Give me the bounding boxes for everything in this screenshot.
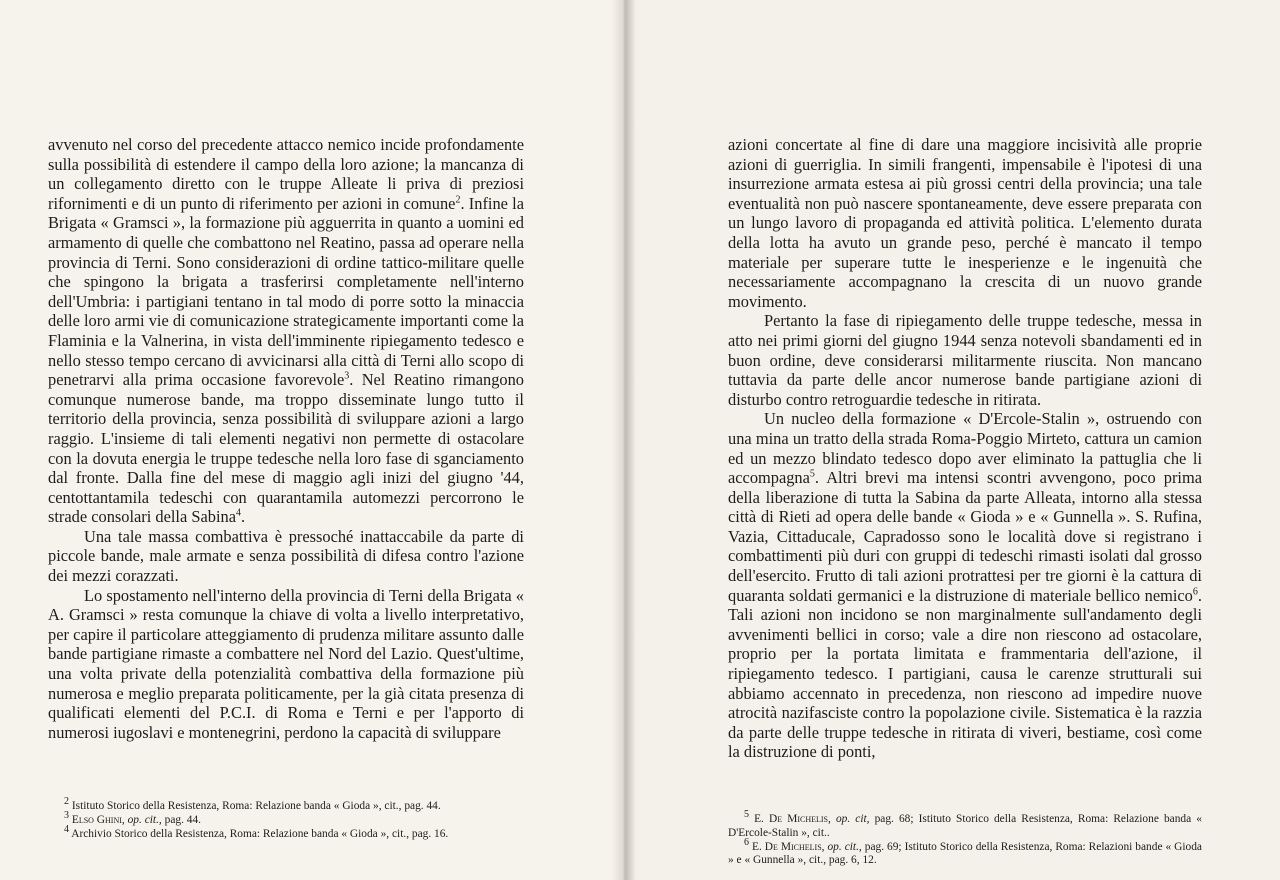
text-run: avvenuto nel corso del precedente attacco nemico incide profondamente sulla possibilità di estendere il campo della loro azione; la mancanza di un collegamento diretto con le truppe Alleate li priva di preziosi rifornimenti e di un punto di riferimento per azioni in comune bbox=[48, 135, 524, 213]
text-run: Un nucleo della formazione « D'Ercole-Stalin », ostruendo con una mina un tratto della strada Roma-Poggio Mirteto, cattura un camion ed un mezzo blindato tedesco dopo aver eliminato la pattuglia che li accompagna bbox=[728, 409, 1202, 488]
footnote-ref-4: 4 bbox=[235, 507, 241, 519]
footnote-ref-2: 2 bbox=[455, 194, 461, 206]
text-run: . Infine la Brigata « Gramsci », la formazione più agguerrita in quanto a uomini ed armamento di quelle che combattono nel Reatino, passa ad operare nella provincia di Terni. Sono considerazioni di ordine tattico-militare quelle che spingono la brigata a trasferirsi completamente nell'interno dell'Umbria: i partigiani tentano in tal modo di porre sotto la minaccia delle loro armi vie di comunicazione strategicamente importanti come la Flaminia e la Valnerina, in vista dell'imminente ripiegamento tedesco e nello stesso tempo cercano di avvicinarsi alla città di Terni allo scopo di penetrarvi alla prima occasione favorevole bbox=[48, 193, 524, 390]
footnote-2 bbox=[48, 796, 524, 814]
footnote-text: pag. 69; Istituto Storico della Resistenza, Roma: Relazioni bande « Gioda » e « Gunnella », cit., pag. 6, 12. bbox=[728, 840, 1202, 867]
footnote-3 bbox=[48, 810, 524, 828]
footnote-number: 6 bbox=[744, 836, 749, 848]
book-gutter bbox=[612, 0, 636, 880]
right-paragraph-1: azioni concertate al fine di dare una maggiore incisività alle proprie azioni di guerriglia. In simili frangenti, impensabile è l'ipotesi di una insurrezione armata estesa ai più grossi centri della provincia; una tale eventualità non può nascere spontaneamente, deve essere preparata con un lungo lavoro di propaganda ed attività politica. L'elemento durata della lotta ha avuto un grande peso, perché è mancato il tempo materiale per superare tutte le inesperienze e le ingenuità che necessariamente accompagnano la crescita di un nuovo grande movimento. bbox=[728, 135, 1202, 311]
left-footnotes bbox=[48, 796, 524, 841]
text-run: . Altri brevi ma intensi scontri avvengono, poco prima della liberazione di tutta la Sabina da parte Alleata, intorno alla stessa città di Rieti ad opera delle bande « Gioda » e « Gunnella ». S. Rufina, Vazia, Cittaducale, Capradosso sono le località dove si registrano i combattimenti più duri con gruppi di tedeschi rimasti isolati dal grosso dell'esercito. Frutto di tali azioni protrattesi per tre giorni è la cattura di quaranta soldati germanici e la distruzione di materiale bellico nemico bbox=[728, 468, 1202, 605]
footnote-ref-6: 6 bbox=[1192, 586, 1198, 598]
right-page bbox=[626, 0, 1280, 880]
footnote-text: pag. 44. bbox=[164, 813, 202, 826]
footnote-6 bbox=[728, 836, 1202, 869]
footnote-cite: op. cit, bbox=[835, 813, 870, 825]
text-run: . bbox=[240, 507, 246, 527]
left-paragraph-1 bbox=[48, 135, 524, 527]
left-paragraph-3: Lo spostamento nell'interno della provincia di Terni della Brigata « A. Gramsci » resta comunque la chiave di volta a livello interpretativo, per capire il particolare atteggiamento di prudenza militare assunto dalle bande partigiane rimaste a combattere nel Nord del Lazio. Quest'ultime, una volta private della potenzialità combattiva della formazione più numerosa e meglio preparata politicamente, per la già citata presenza di qualificati elementi del P.C.I. di Roma e Terni e per l'apporto di numerosi iugoslavi e montenegrini, perdono la capacità di sviluppare bbox=[48, 585, 524, 742]
right-paragraph-2: Pertanto la fase di ripiegamento delle truppe tedesche, messa in atto nei primi giorni del giugno 1944 senza notevoli sbandamenti ed in buon ordine, deve considerarsi militarmente riuscita. Non mancano tuttavia da parte delle ancor numerose bande partigiane azioni di disturbo contro retroguardie tedesche in ritirata. bbox=[728, 311, 1202, 409]
text-run: . Tali azioni non incidono se non marginalmente sull'andamento degli avvenimenti bellici in corso; vale a dire non riescono ad ostacolare, proprio per la portata limitata e frammentaria dell'azione, il ripiegamento tedesco. I partigiani, causa le carenze strutturali sui abbiamo accennato in precedenza, non riescono ad impedire nuove atrocità nazifasciste contro la popolazione civile. Sistematica è la razzia da parte delle truppe tedesche in ritirata di viveri, bestiame, così come la distruzione di ponti, bbox=[728, 585, 1202, 762]
footnote-4 bbox=[48, 823, 524, 842]
footnote-number: 2 bbox=[64, 796, 69, 808]
footnote-5 bbox=[728, 809, 1202, 841]
footnote-number: 4 bbox=[64, 823, 69, 835]
footnote-author: Elso Ghini, bbox=[71, 813, 125, 826]
footnote-number: 3 bbox=[64, 810, 69, 821]
right-footnotes bbox=[728, 809, 1202, 868]
text-run: . Nel Reatino rimangono comunque numerose bande, ma troppo disseminate lungo tutto il territorio della provincia, senza possibilità di sviluppare azioni a largo raggio. L'insieme di tali elementi negativi non permette di ostacolare con la dovuta energia le truppe tedesche nella loro fase di sganciamento dal fronte. Dalla fine del mese di maggio agli inizi del giugno '44, centottantamila tedeschi con quarantamila automezzi percorrono le strade consolari della Sabina bbox=[48, 370, 524, 527]
footnote-text: Archivio Storico della Resistenza, Roma: Relazione banda « Gioda », cit., pag. 16. bbox=[71, 827, 449, 840]
footnote-ref-3: 3 bbox=[344, 370, 350, 382]
footnote-author: E. De Michelis, bbox=[754, 813, 831, 825]
footnote-author: E. De Michelis, bbox=[751, 840, 825, 853]
right-paragraph-3 bbox=[728, 409, 1202, 762]
footnote-number: 5 bbox=[744, 809, 749, 821]
left-page-body bbox=[48, 135, 524, 742]
left-page bbox=[0, 0, 626, 880]
footnote-cite: op. cit., bbox=[827, 840, 862, 853]
footnote-cite: op. cit., bbox=[127, 813, 162, 826]
left-paragraph-2: Una tale massa combattiva è pressoché inattaccabile da parte di piccole bande, male armate e senza possibilità di difesa contro l'azione dei mezzi corazzati. bbox=[48, 526, 524, 586]
footnote-text: Istituto Storico della Resistenza, Roma: Relazione banda « Gioda », cit., pag. 44. bbox=[71, 800, 441, 812]
right-page-body bbox=[728, 135, 1202, 762]
footnote-text: pag. 68; Istituto Storico della Resistenza, Roma: Relazione banda « D'Ercole-Stalin », cit.. bbox=[728, 813, 1202, 839]
footnote-ref-5: 5 bbox=[809, 468, 815, 480]
